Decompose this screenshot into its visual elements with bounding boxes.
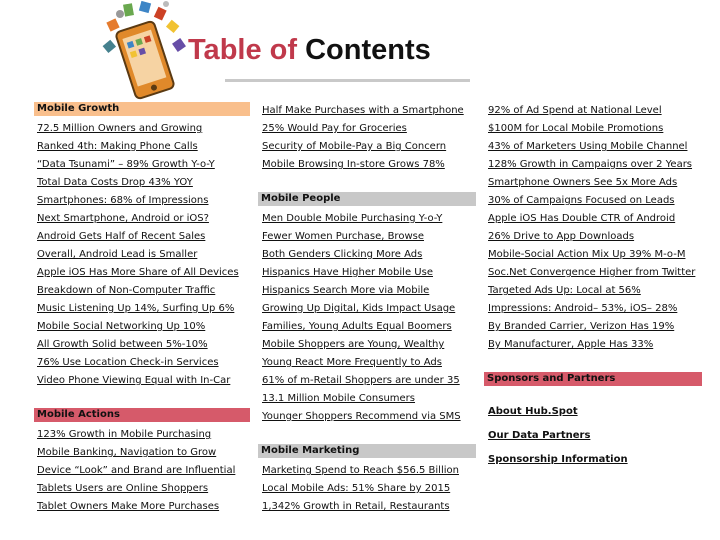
toc-link[interactable]: 76% Use Location Check-in Services (37, 357, 219, 368)
toc-link[interactable]: Both Genders Clicking More Ads (262, 249, 423, 260)
section-header-mobile-people: Mobile People (258, 192, 476, 206)
toc-link[interactable]: Mobile Social Networking Up 10% (37, 321, 206, 332)
title-divider (225, 79, 470, 82)
toc-link[interactable]: Security of Mobile-Pay a Big Concern (262, 141, 447, 152)
toc-link[interactable]: 13.1 Million Mobile Consumers (262, 393, 416, 404)
toc-link[interactable]: Smartphones: 68% of Impressions (37, 195, 209, 206)
toc-link[interactable]: Fewer Women Purchase, Browse (262, 231, 424, 242)
toc-link[interactable]: Breakdown of Non-Computer Traffic (37, 285, 216, 296)
toc-link[interactable]: Tablet Owners Make More Purchases (37, 501, 220, 512)
toc-link[interactable]: 1,342% Growth in Retail, Restaurants (262, 501, 450, 512)
toc-link[interactable]: Android Gets Half of Recent Sales (37, 231, 206, 242)
toc-link[interactable]: 123% Growth in Mobile Purchasing (37, 429, 212, 440)
toc-link[interactable]: Ranked 4th: Making Phone Calls (37, 141, 198, 152)
toc-link[interactable]: Total Data Costs Drop 43% YOY (37, 177, 193, 188)
toc-link[interactable]: Soc.Net Convergence Higher from Twitter (488, 267, 696, 278)
toc-link[interactable]: Next Smartphone, Android or iOS? (37, 213, 209, 224)
toc-link[interactable]: “Data Tsunami” – 89% Growth Y-o-Y (37, 159, 215, 170)
toc-link[interactable]: Younger Shoppers Recommend via SMS (262, 411, 461, 422)
toc-link[interactable]: By Manufacturer, Apple Has 33% (488, 339, 654, 350)
toc-link[interactable]: Impressions: Android– 53%, iOS– 28% (488, 303, 678, 314)
toc-link[interactable]: Half Make Purchases with a Smartphone (262, 105, 464, 116)
sponsor-link[interactable]: Sponsorship Information (488, 454, 628, 465)
toc-link[interactable]: 72.5 Million Owners and Growing (37, 123, 203, 134)
toc-link[interactable]: Men Double Mobile Purchasing Y-o-Y (262, 213, 443, 224)
toc-link[interactable]: All Growth Solid between 5%-10% (37, 339, 208, 350)
toc-link[interactable]: Mobile Banking, Navigation to Grow (37, 447, 217, 458)
toc-link[interactable]: Overall, Android Lead is Smaller (37, 249, 198, 260)
toc-link[interactable]: Mobile Browsing In-store Grows 78% (262, 159, 445, 170)
toc-link[interactable]: Tablets Users are Online Shoppers (37, 483, 209, 494)
toc-link[interactable]: Growing Up Digital, Kids Impact Usage (262, 303, 456, 314)
toc-link[interactable]: Targeted Ads Up: Local at 56% (488, 285, 641, 296)
page-title (188, 34, 431, 67)
toc-link[interactable]: $100M for Local Mobile Promotions (488, 123, 664, 134)
toc-link[interactable]: Apple iOS Has Double CTR of Android (488, 213, 676, 224)
toc-link[interactable]: 128% Growth in Campaigns over 2 Years (488, 159, 693, 170)
toc-link[interactable]: 25% Would Pay for Groceries (262, 123, 407, 134)
toc-link[interactable]: Device “Look” and Brand are Influential (37, 465, 236, 476)
toc-link[interactable]: Mobile Shoppers are Young, Wealthy (262, 339, 445, 350)
toc-link[interactable]: Hispanics Search More via Mobile (262, 285, 430, 296)
toc-link[interactable]: Video Phone Viewing Equal with In-Car (37, 375, 231, 386)
section-header-sponsors: Sponsors and Partners (484, 372, 702, 386)
toc-link[interactable]: Hispanics Have Higher Mobile Use (262, 267, 433, 278)
toc-link[interactable]: Marketing Spend to Reach $56.5 Billion (262, 465, 459, 476)
section-header-mobile-actions: Mobile Actions (34, 408, 250, 422)
title-main: Contents (305, 34, 431, 66)
smartphone-icon (115, 21, 175, 100)
toc-link[interactable]: Young React More Frequently to Ads (262, 357, 442, 368)
toc-link[interactable]: Families, Young Adults Equal Boomers (262, 321, 452, 332)
toc-link[interactable]: Apple iOS Has More Share of All Devices (37, 267, 239, 278)
section-header-mobile-marketing: Mobile Marketing (258, 444, 476, 458)
toc-link[interactable]: 26% Drive to App Downloads (488, 231, 635, 242)
title-accent: Table of (188, 34, 298, 66)
toc-link[interactable]: 61% of m-Retail Shoppers are under 35 (262, 375, 460, 386)
sponsor-link[interactable]: About Hub.Spot (488, 406, 578, 417)
toc-link[interactable]: 30% of Campaigns Focused on Leads (488, 195, 675, 206)
toc-link[interactable]: Smartphone Owners See 5x More Ads (488, 177, 678, 188)
sponsor-link[interactable]: Our Data Partners (488, 430, 591, 441)
toc-link[interactable]: Local Mobile Ads: 51% Share by 2015 (262, 483, 451, 494)
smartphone-apps-illustration (100, 0, 195, 100)
toc-link[interactable]: 43% of Marketers Using Mobile Channel (488, 141, 688, 152)
toc-link[interactable]: By Branded Carrier, Verizon Has 19% (488, 321, 675, 332)
section-header-mobile-growth: Mobile Growth (34, 102, 250, 116)
toc-link[interactable]: Music Listening Up 14%, Surfing Up 6% (37, 303, 235, 314)
toc-link[interactable]: Mobile-Social Action Mix Up 39% M-o-M (488, 249, 686, 260)
toc-link[interactable]: 92% of Ad Spend at National Level (488, 105, 662, 116)
